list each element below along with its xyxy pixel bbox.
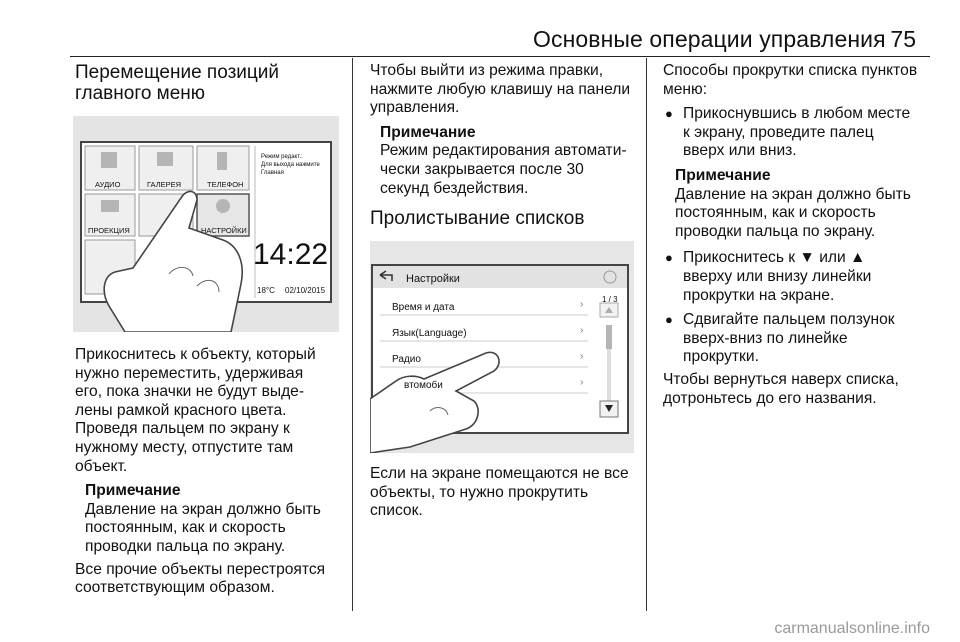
note-pressure: Примечание Давление на экран должно быть постоянным, как и скорость проводки пальца по экрану. (85, 482, 321, 555)
note-pressure-scroll: Примечание Давление на экран должно быть постоянным, как и скорость проводки пальца по экрану. (675, 166, 911, 240)
svg-text:›: › (580, 299, 584, 311)
scroll-intro-text: Если на экране помещаются не все объекты, то нужно прокрутить список. (370, 465, 629, 520)
tile-phone-label: ТЕЛЕФОН (207, 180, 244, 189)
svg-text:›: › (580, 325, 584, 337)
list-item-language: Язык(Language) (392, 328, 467, 340)
home-menu-edit-illustration (73, 116, 339, 332)
column-right (663, 62, 933, 408)
edit-mode-hint-3: Главная (261, 170, 284, 176)
page-counter: 1 / 3 (602, 295, 618, 305)
bullet-slider: ● Сдвигайте пальцем ползунок вверх-вниз по линейке прокрутки. (663, 311, 933, 367)
scroll-methods-list (663, 105, 933, 161)
return-top-text: Чтобы вернуться наверх списка, дотроньтесь до его названия. (663, 370, 899, 407)
section-heading-scroll-lists: Пролистывание списков (370, 208, 585, 230)
watermark: carmanualsonline.info (774, 620, 930, 637)
tile-projection-label: ПРОЕКЦИЯ (88, 226, 130, 235)
scroll-methods-intro: Способы прокрутки списка пунктов меню: (663, 62, 918, 98)
edit-mode-hint-1: Режим редакт.: (261, 154, 303, 160)
clock-display: 14:22 (253, 238, 329, 271)
temperature-display: 18°C (257, 286, 275, 295)
list-item-vehicle: втомоби (404, 380, 443, 392)
svg-text:›: › (580, 351, 584, 363)
tile-settings-label: НАСТРОЙКИ (201, 226, 247, 235)
exit-edit-text: Чтобы выйти из режима правки, нажмите любую клавишу на панели управления. (370, 62, 631, 117)
bullet-swipe: ● Прикоснувшись в любом месте к экрану, проведите палец вверх или вниз. (663, 105, 933, 161)
scroll-methods-list-cont (663, 249, 933, 367)
section-heading-move-items: Перемещение позиций главного меню (75, 62, 279, 104)
header-rule (70, 56, 930, 57)
note-auto-close: Примечание Режим редактирования автомати- чески закрывается после 30 секунд бездействия. (380, 123, 627, 197)
column-divider (646, 58, 647, 611)
move-instructions: Прикоснитесь к объекту, который нужно переместить, удерживая его, пока значки не будут выде- лены рамкой красного цвета. Проведя пальцем по экрану к нужному месту, отпустите там объект. (75, 346, 316, 475)
tile-audio-label: АУДИО (95, 180, 121, 189)
bullet-arrows: ● Прикоснитесь к ▼ или ▲ вверху или внизу линейки прокрутки на экране. (663, 249, 933, 305)
edit-mode-hint-2: Для выхода нажмите (261, 162, 320, 168)
svg-text:›: › (580, 377, 584, 389)
settings-title: Настройки (406, 273, 460, 286)
header-title: Основные операции управления (533, 26, 886, 52)
rearrange-text: Все прочие объекты перестроятся соответствующим образом. (75, 560, 326, 597)
page-header (70, 26, 930, 56)
page-number: 75 (890, 26, 916, 52)
list-item-time-date: Время и дата (392, 302, 455, 314)
settings-list-illustration (370, 241, 634, 453)
date-display: 02/10/2015 (285, 286, 326, 295)
list-item-radio: Радио (392, 354, 421, 366)
column-divider (352, 58, 353, 611)
tile-gallery-label: ГАЛЕРЕЯ (147, 180, 182, 189)
column-middle (370, 62, 638, 521)
column-left (75, 62, 345, 598)
